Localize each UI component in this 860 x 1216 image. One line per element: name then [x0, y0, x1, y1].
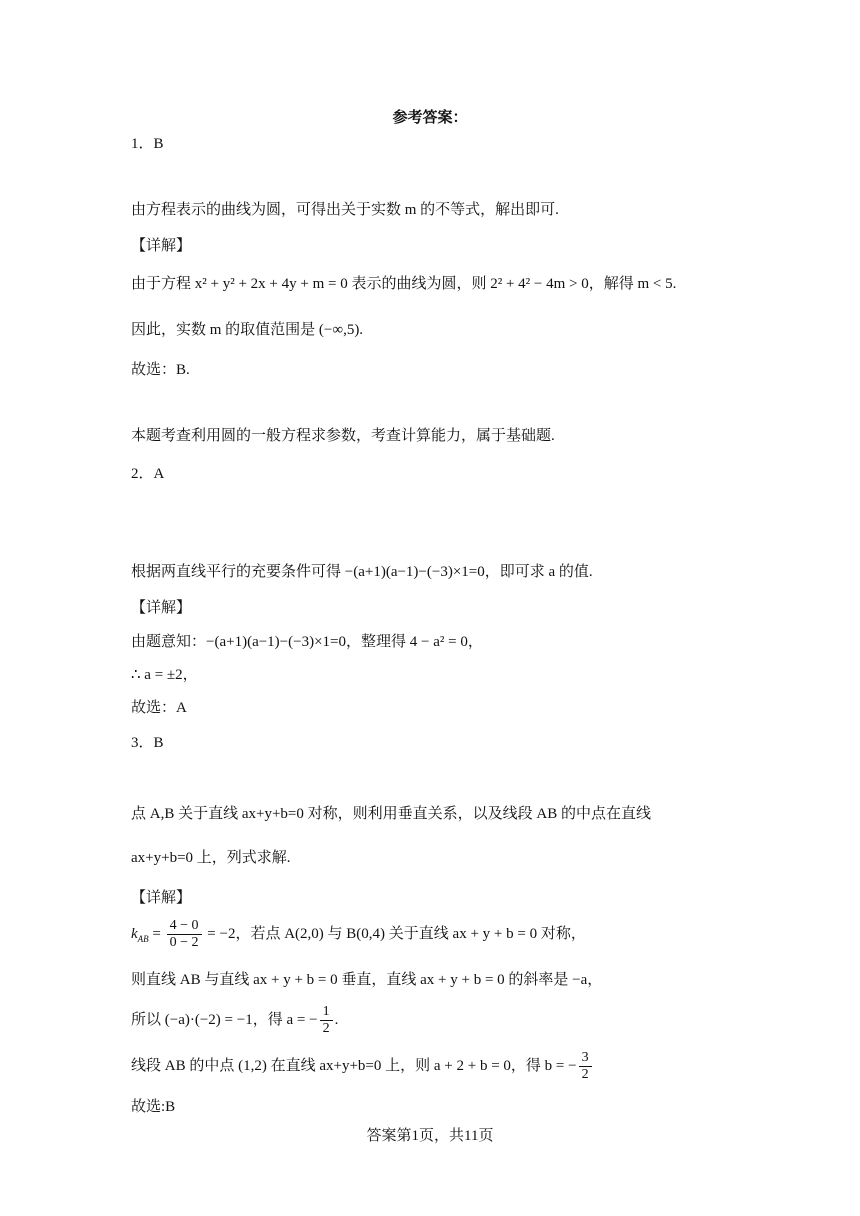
text-line: 点 A,B 关于直线 ax+y+b=0 对称，则利用垂直关系，以及线段 AB 的中点在直线: [131, 806, 651, 822]
text-line: 因此，实数 m 的取值范围是 (−∞,5).: [131, 322, 364, 338]
kab-line: [131, 918, 586, 951]
kab-num: 4 − 0: [167, 918, 202, 935]
text-line: ∴ a = ±2，: [131, 667, 198, 683]
text-line: 【详解】: [131, 890, 192, 906]
kab-k: k: [131, 925, 138, 942]
kab-rest: = −2，若点 A(2,0) 与 B(0,4) 关于直线 ax + y + b = 0 对称，: [203, 925, 586, 942]
text-line: ax+y+b=0 上，列式求解.: [131, 850, 291, 866]
kab-sub: AB: [137, 933, 149, 944]
page-footer: 答案第1页，共11页: [366, 1128, 494, 1144]
text-line: 3．B: [131, 735, 164, 751]
text-line: 则直线 AB 与直线 ax + y + b = 0 垂直，直线 ax + y + b = 0 的斜率是 −a，: [131, 972, 603, 988]
slope-pre: 所以 (−a)·(−2) = −1，得 a = −: [131, 1011, 318, 1028]
text-line: 由题意知：−(a+1)(a−1)−(−3)×1=0，整理得 4 − a² = 0，: [131, 634, 483, 650]
midpoint-line: [131, 1050, 594, 1083]
kab-fraction: [167, 918, 202, 951]
text-line: 故选：A: [131, 700, 187, 716]
text-line: 故选：B.: [131, 362, 190, 378]
text-line: 1．B: [131, 136, 164, 152]
mid-fraction: [579, 1050, 592, 1083]
page-title: 参考答案：: [392, 110, 468, 126]
slope-line: [131, 1004, 338, 1037]
slope-num: 1: [320, 1004, 333, 1021]
text-line: 由于方程 x² + y² + 2x + 4y + m = 0 表示的曲线为圆，则 2² + 4² − 4m > 0，解得 m < 5.: [131, 276, 677, 292]
text-line: 本题考查利用圆的一般方程求参数，考查计算能力，属于基础题.: [131, 428, 555, 444]
slope-post: .: [334, 1011, 339, 1028]
slope-fraction: [320, 1004, 333, 1037]
text-line: 故选:B: [131, 1099, 176, 1115]
text-line: 根据两直线平行的充要条件可得 −(a+1)(a−1)−(−3)×1=0，即可求 a 的值.: [131, 564, 593, 580]
text-line: 【详解】: [131, 600, 192, 616]
kab-eq: =: [148, 925, 165, 942]
mid-num: 3: [579, 1050, 592, 1067]
mid-den: 2: [581, 1067, 589, 1082]
slope-den: 2: [322, 1021, 330, 1036]
text-line: 【详解】: [131, 238, 192, 254]
kab-den: 0 − 2: [169, 935, 199, 950]
mid-pre: 线段 AB 的中点 (1,2) 在直线 ax+y+b=0 上，则 a + 2 + b = 0，得 b = −: [131, 1057, 577, 1074]
text-line: 由方程表示的曲线为圆，可得出关于实数 m 的不等式，解出即可.: [131, 202, 559, 218]
text-line: 2．A: [131, 466, 165, 482]
